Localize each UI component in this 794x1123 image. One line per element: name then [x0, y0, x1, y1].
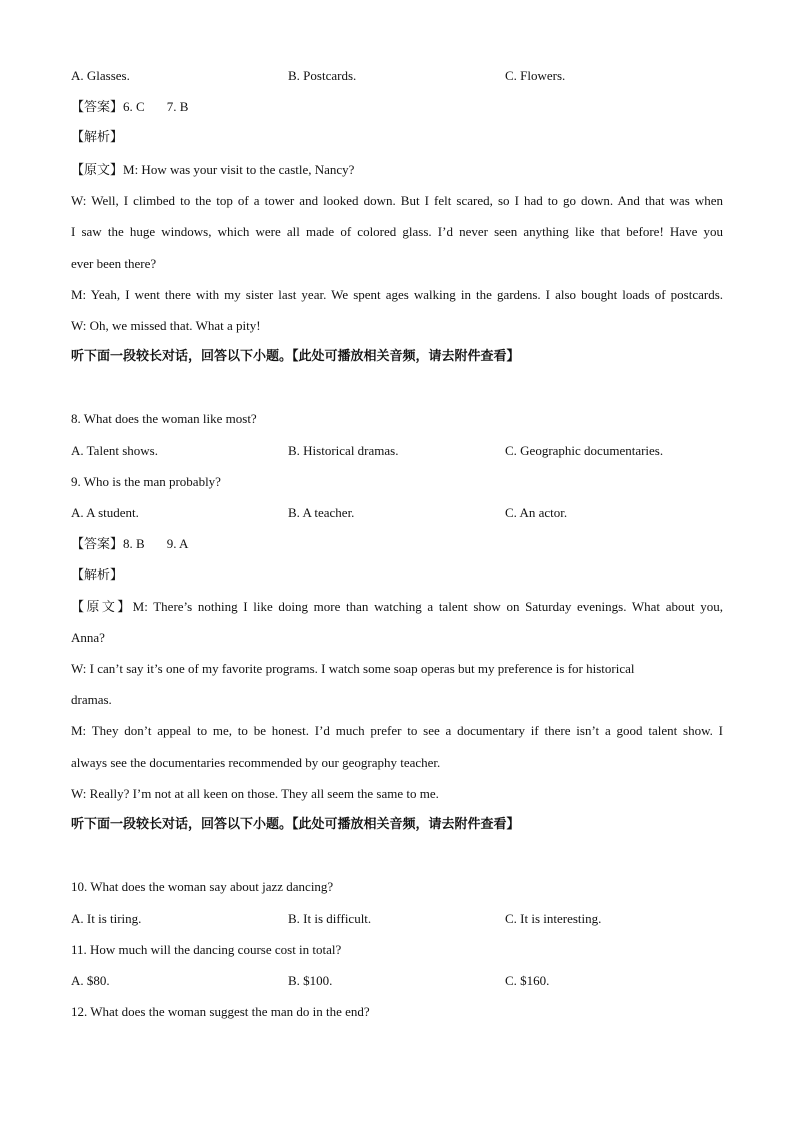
analysis-label-1: 【解析】 — [71, 130, 124, 145]
answer-label: 【答案】 — [71, 537, 124, 552]
transcript-label: 【原文】 — [71, 600, 133, 615]
question-8: 8. What does the woman like most? — [71, 411, 257, 426]
q8-option-b: B. Historical dramas. — [288, 443, 399, 458]
q11-option-b: B. $100. — [288, 973, 333, 988]
transcript-1-line-5: M: Yeah, I went there with my sister last year. We spent ages walking in the gardens. I also bought loads of postcards. — [71, 287, 723, 302]
transcript-1-line-6: W: Oh, we missed that. What a pity! — [71, 318, 261, 333]
q9-option-b: B. A teacher. — [288, 505, 355, 520]
transcript-1-line-3: I saw the huge windows, which were all made of colored glass. I’d never seen anything like that before! Have you — [71, 224, 723, 239]
q11-option-c: C. $160. — [505, 973, 550, 988]
transcript-2-line-1 — [71, 599, 723, 616]
q10-option-b: B. It is difficult. — [288, 911, 372, 926]
transcript-1-line-4: ever been there? — [71, 256, 157, 271]
answer-9: 9. A — [166, 536, 189, 551]
question-12: 12. What does the woman suggest the man do in the end? — [71, 1004, 370, 1019]
transcript-2-line-4: dramas. — [71, 692, 112, 707]
transcript-2-line-3: W: I can’t say it’s one of my favorite programs. I watch some soap operas but my preference is for historical — [71, 661, 635, 676]
listening-instruction-1: 听下面一段较长对话，回答以下小题。【此处可播放相关音频，请去附件查看】 — [71, 349, 520, 364]
transcript-2-line-5: M: They don’t appeal to me, to be honest. I’d much prefer to see a documentary if there isn’t a good talent show. I — [71, 723, 723, 738]
q8-option-a: A. Talent shows. — [71, 443, 158, 458]
question-9: 9. Who is the man probably? — [71, 474, 221, 489]
question-11: 11. How much will the dancing course cost in total? — [71, 942, 342, 957]
transcript-2-line-7: W: Really? I’m not at all keen on those. They all seem the same to me. — [71, 786, 439, 801]
q7-option-b: B. Postcards. — [288, 68, 357, 83]
transcript-1-line-1 — [71, 162, 723, 179]
answer-label: 【答案】 — [71, 100, 124, 115]
answer-8: 8. B — [123, 536, 145, 551]
answer-line-2 — [71, 536, 723, 553]
q9-option-a: A. A student. — [71, 505, 139, 520]
transcript-2-line-2: Anna? — [71, 630, 105, 645]
transcript-2-line-6: always see the documentaries recommended by our geography teacher. — [71, 755, 441, 770]
q10-option-c: C. It is interesting. — [505, 911, 602, 926]
q7-option-a: A. Glasses. — [71, 68, 130, 83]
answer-7: 7. B — [166, 99, 189, 114]
answer-6: 6. C — [123, 99, 145, 114]
q8-option-c: C. Geographic documentaries. — [505, 443, 664, 458]
q10-option-a: A. It is tiring. — [71, 911, 142, 926]
q9-option-c: C. An actor. — [505, 505, 568, 520]
transcript-label: 【原文】 — [71, 163, 124, 178]
q7-option-c: C. Flowers. — [505, 68, 566, 83]
listening-instruction-2: 听下面一段较长对话，回答以下小题。【此处可播放相关音频，请去附件查看】 — [71, 817, 520, 832]
answer-line-1 — [71, 99, 723, 116]
analysis-label-2: 【解析】 — [71, 568, 124, 583]
transcript-2-text-1: M: There’s nothing I like doing more than watching a talent show on Saturday evenings. What about you, — [132, 599, 723, 614]
question-10: 10. What does the woman say about jazz dancing? — [71, 879, 334, 894]
q11-option-a: A. $80. — [71, 973, 110, 988]
transcript-1-text-1: M: How was your visit to the castle, Nancy? — [123, 162, 355, 177]
transcript-1-line-2: W: Well, I climbed to the top of a tower and looked down. But I felt scared, so I had to go down. And that was when — [71, 193, 723, 208]
